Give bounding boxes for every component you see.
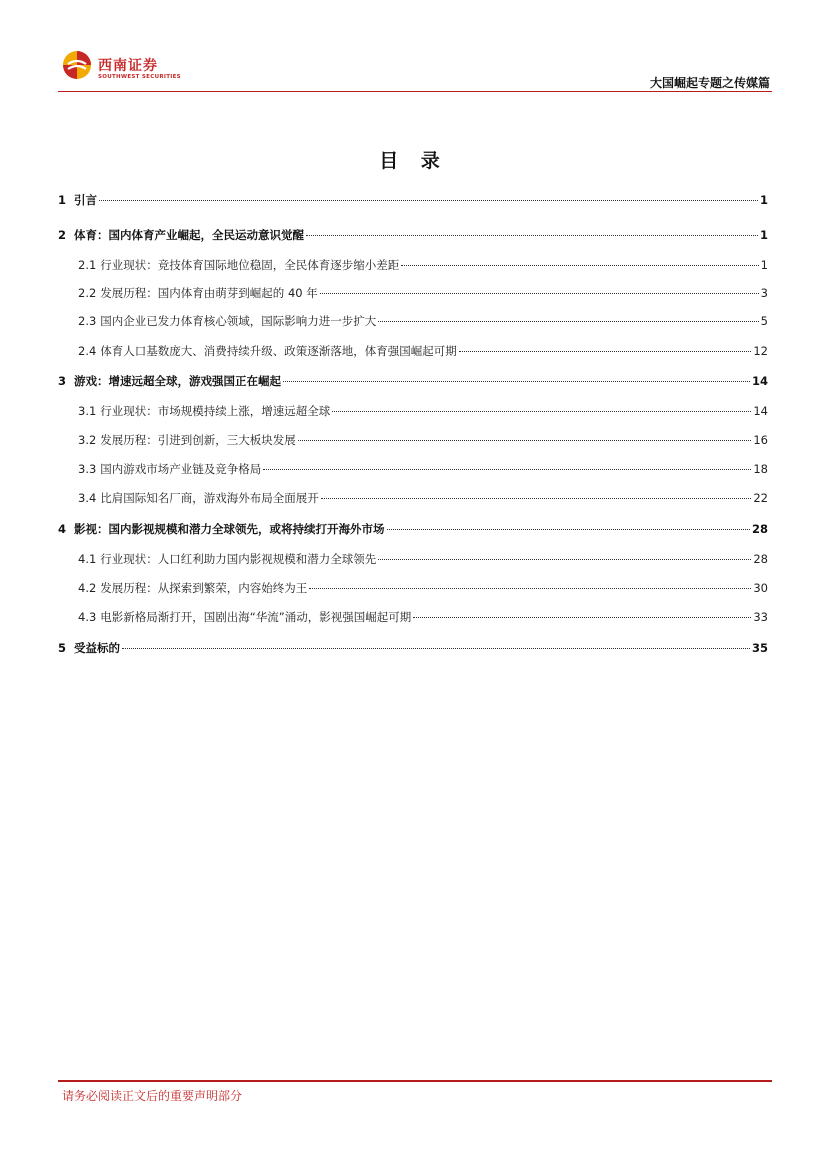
toc-entry-page-number: 1	[760, 258, 768, 272]
toc-entry-page-number: 1	[759, 228, 768, 242]
toc-entry-number: 3.3	[78, 462, 97, 476]
toc-entry-number: 4	[58, 522, 67, 536]
toc-entry-title: 国内游戏市场产业链及竞争格局	[100, 462, 262, 476]
toc-dot-leader	[306, 235, 758, 236]
toc-entry-section[interactable]	[58, 640, 768, 660]
toc-entry-page-number: 5	[760, 314, 768, 328]
toc-entry-number: 4.1	[78, 552, 97, 566]
report-series-title: 大国崛起专题之传媒篇	[649, 76, 770, 90]
toc-dot-leader	[99, 200, 758, 201]
toc-entry-page-number: 14	[751, 374, 768, 388]
toc-entry-subsection[interactable]	[78, 490, 768, 510]
toc-entry-title: 受益标的	[74, 641, 121, 655]
toc-entry-number: 4.2	[78, 581, 97, 595]
toc-dot-leader	[321, 498, 752, 499]
page-header	[58, 46, 772, 92]
footer-divider	[58, 1080, 772, 1082]
toc-entry-subsection[interactable]	[78, 461, 768, 481]
toc-entry-title: 游戏：增速远超全球，游戏强国正在崛起	[74, 374, 282, 388]
toc-entry-title: 国内企业已发力体育核心领域，国际影响力进一步扩大	[100, 314, 377, 328]
toc-entry-section[interactable]	[58, 227, 768, 247]
toc-entry-section[interactable]	[58, 373, 768, 393]
toc-entry-title: 比肩国际知名厂商，游戏海外布局全面展开	[100, 491, 319, 505]
toc-entry-number: 2.3	[78, 314, 97, 328]
toc-entry-section[interactable]	[58, 521, 768, 541]
toc-entry-title: 电影新格局渐打开，国剧出海“华流”涌动，影视强国崛起可期	[100, 610, 412, 624]
toc-entry-number: 2.2	[78, 286, 97, 300]
toc-entry-title: 行业现状：竞技体育国际地位稳固，全民体育逐步缩小差距	[100, 258, 400, 272]
toc-dot-leader	[378, 559, 751, 560]
toc-entry-title: 引言	[74, 193, 98, 207]
toc-dot-leader	[401, 265, 758, 266]
header-divider	[58, 91, 772, 92]
company-logo	[62, 50, 182, 90]
toc-entry-page-number: 28	[751, 522, 768, 536]
logo-chinese-name: 西南证券	[98, 58, 158, 74]
toc-entry-title: 发展历程：国内体育由萌芽到崛起的 40 年	[100, 286, 318, 300]
toc-dot-leader	[122, 648, 750, 649]
toc-dot-leader	[283, 381, 750, 382]
toc-entry-page-number: 28	[753, 552, 768, 566]
toc-entry-page-number: 16	[753, 433, 768, 447]
toc-entry-page-number: 33	[753, 610, 768, 624]
toc-entry-page-number: 22	[753, 491, 768, 505]
toc-entry-title: 体育人口基数庞大、消费持续升级、政策逐渐落地，体育强国崛起可期	[100, 344, 457, 358]
toc-entry-number: 2	[58, 228, 67, 242]
toc-entry-page-number: 14	[753, 404, 768, 418]
toc-entry-page-number: 18	[753, 462, 768, 476]
toc-entry-page-number: 35	[751, 641, 768, 655]
toc-entry-subsection[interactable]	[78, 609, 768, 629]
toc-entry-page-number: 12	[753, 344, 768, 358]
toc-dot-leader	[413, 617, 751, 618]
toc-dot-leader	[298, 440, 752, 441]
toc-entry-title: 发展历程：引进到创新，三大板块发展	[100, 433, 296, 447]
toc-entry-number: 2.1	[78, 258, 97, 272]
toc-entry-title: 发展历程：从探索到繁荣，内容始终为王	[100, 581, 308, 595]
toc-entry-title: 影视：国内影视规模和潜力全球领先，或将持续打开海外市场	[74, 522, 385, 536]
toc-entry-number: 3.4	[78, 491, 97, 505]
toc-entry-subsection[interactable]	[78, 285, 768, 305]
toc-dot-leader	[459, 351, 752, 352]
toc-entry-title: 行业现状：市场规模持续上涨，增速远超全球	[100, 404, 331, 418]
toc-dot-leader	[263, 469, 751, 470]
toc-dot-leader	[320, 293, 759, 294]
toc-entry-number: 3.1	[78, 404, 97, 418]
toc-entry-section[interactable]	[58, 192, 768, 212]
toc-entry-number: 4.3	[78, 610, 97, 624]
toc-heading: 目 录	[379, 150, 448, 172]
toc-entry-subsection[interactable]	[78, 343, 768, 363]
toc-entry-number: 1	[58, 193, 67, 207]
toc-entry-subsection[interactable]	[78, 580, 768, 600]
toc-entry-title: 行业现状：人口红利助力国内影视规模和潜力全球领先	[100, 552, 377, 566]
toc-dot-leader	[387, 529, 750, 530]
toc-entry-subsection[interactable]	[78, 403, 768, 423]
toc-entry-subsection[interactable]	[78, 313, 768, 333]
toc-entry-number: 5	[58, 641, 67, 655]
toc-entry-page-number: 30	[753, 581, 768, 595]
toc-entry-subsection[interactable]	[78, 551, 768, 571]
southwest-securities-logo-icon	[62, 50, 92, 80]
toc-dot-leader	[378, 321, 758, 322]
logo-english-name: SOUTHWEST SECURITIES	[98, 74, 181, 80]
toc-dot-leader	[309, 588, 751, 589]
disclaimer-notice: 请务必阅读正文后的重要声明部分	[62, 1089, 243, 1103]
toc-entry-number: 3	[58, 374, 67, 388]
toc-entry-subsection[interactable]	[78, 432, 768, 452]
toc-entry-subsection[interactable]	[78, 257, 768, 277]
toc-entry-page-number: 1	[759, 193, 768, 207]
toc-dot-leader	[332, 411, 751, 412]
toc-entry-number: 2.4	[78, 344, 97, 358]
toc-entry-number: 3.2	[78, 433, 97, 447]
toc-entry-page-number: 3	[760, 286, 768, 300]
toc-entry-title: 体育：国内体育产业崛起，全民运动意识觉醒	[74, 228, 305, 242]
